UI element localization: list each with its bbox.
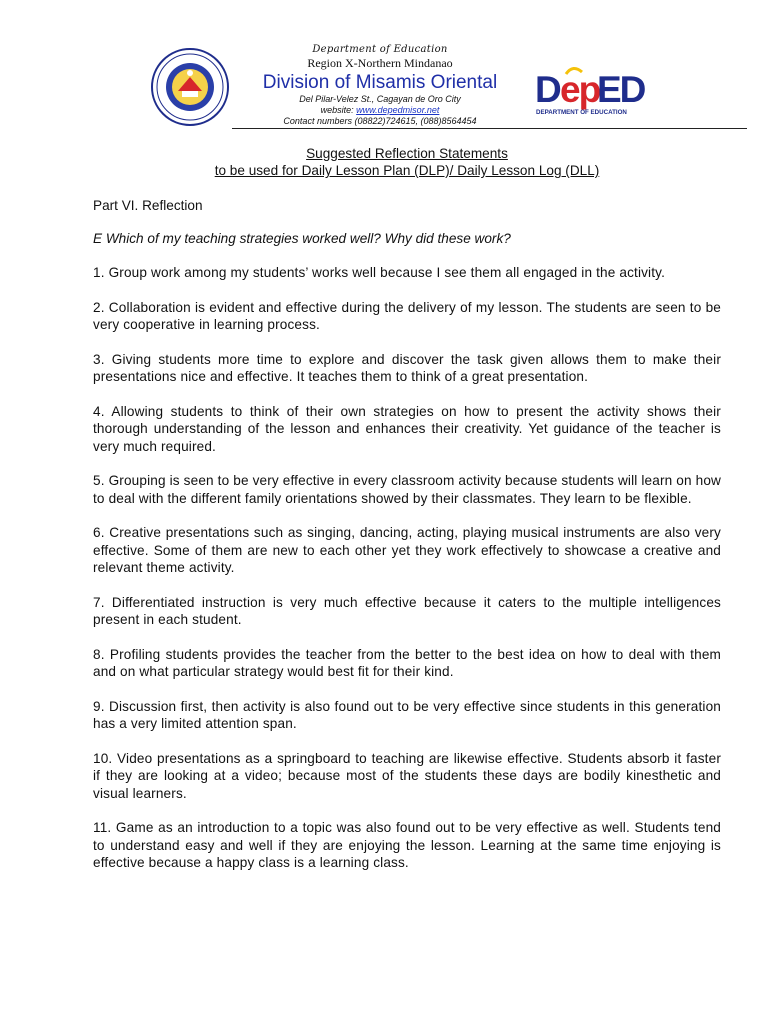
document-title-line-2: to be used for Daily Lesson Plan (DLP)/ Daily Lesson Log (DLL) — [214, 163, 600, 178]
reflection-item: 10. Video presentations as a springboard to teaching are likewise effective. Students absorb it faster if they are looking at a video; because most of the students these days are bodily kinesthetic and visual learners. — [93, 750, 721, 801]
deped-seal-icon — [150, 47, 230, 127]
svg-text:DEPARTMENT OF EDUCATION: DEPARTMENT OF EDUCATION — [536, 109, 627, 116]
website-link[interactable]: www.depedmisor.net — [356, 105, 440, 115]
letterhead — [0, 0, 768, 130]
reflection-item: 9. Discussion first, then activity is also found out to be very effective since students in this generation has a very limited attention span. — [93, 698, 721, 731]
reflection-item: 6. Creative presentations such as singing, dancing, acting, playing musical instruments are also very effective. Some of them are new to each other yet they work effectively to showcase a creative and relevant theme activity. — [93, 525, 721, 575]
part-heading: Part VI. Reflection — [93, 198, 203, 213]
address: Del Pilar-Velez St., Cagayan de Oro City — [299, 94, 461, 104]
department-name: Department of Education — [312, 44, 448, 55]
svg-text:D: D — [535, 69, 560, 110]
reflection-item: 11. Game as an introduction to a topic was also found out to be very effective as well. Students tend to understand easy and well if they are enjoying the lesson. Learning at the same time enjoying is effective because a happy class is a learning class. — [93, 820, 721, 870]
reflection-item: 8. Profiling students provides the teacher from the better to the best idea on how to deal with them and on what particular strategy would best fit for their kind. — [93, 646, 721, 679]
reflection-item: 7. Differentiated instruction is very much effective because it caters to the multiple intelligences present in each student. — [93, 594, 721, 627]
division-name: Division of Misamis Oriental — [262, 72, 498, 93]
contact-numbers: Contact numbers (08822)724615, (088)8564454 — [283, 116, 477, 126]
document-body — [93, 145, 721, 872]
reflection-item: 2. Collaboration is evident and effective during the delivery of my lesson. The students are seen to be very cooperative in learning process. — [93, 299, 721, 332]
reflection-item: 4. Allowing students to think of their own strategies on how to present the activity shows their thorough understanding of the lesson and enhances their creativity. Yet guidance of the teacher is very much required. — [93, 403, 721, 454]
svg-text:ED: ED — [597, 69, 645, 110]
reflection-item: 5. Grouping is seen to be very effective in every classroom activity because students will learn on how to deal with the different family orientations showed by their classmates. They learn to be flexible. — [93, 473, 721, 506]
website-label: website: — [320, 105, 357, 115]
reflection-list — [93, 264, 721, 872]
deped-logo — [533, 60, 645, 120]
region-name: Region X-Northern Mindanao — [307, 56, 453, 70]
website-line — [230, 105, 530, 116]
guide-question: E Which of my teaching strategies worked well? Why did these work? — [93, 230, 511, 246]
document-title-line-1: Suggested Reflection Statements — [306, 146, 508, 161]
svg-text:ep: ep — [560, 69, 600, 110]
header-divider — [232, 128, 747, 129]
reflection-item: 1. Group work among my students’ works well because I see them all engaged in the activity. — [93, 265, 666, 280]
reflection-item: 3. Giving students more time to explore and discover the task given allows them to make their presentations nice and effective. It teaches them to think of a great presentation. — [93, 351, 721, 384]
